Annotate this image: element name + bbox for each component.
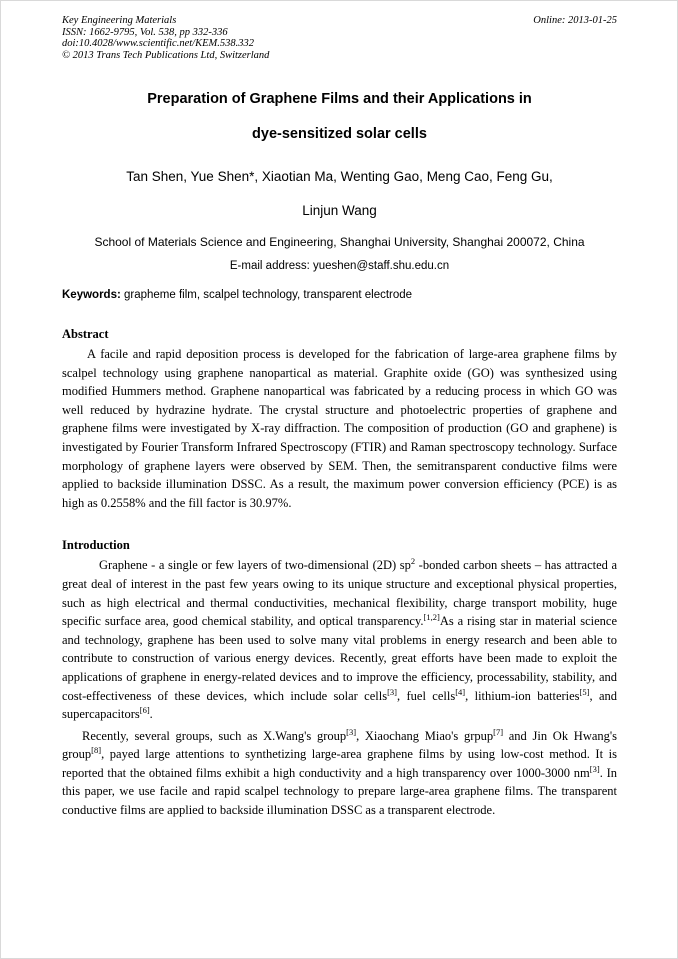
- doi-line: doi:10.4028/www.scientific.net/KEM.538.332: [62, 38, 254, 49]
- journal-header-left: [62, 15, 269, 61]
- authors-line1: Tan Shen, Yue Shen*, Xiaotian Ma, Wenting Gao, Meng Cao, Feng Gu,: [126, 169, 553, 184]
- authors-line2: Linjun Wang: [302, 203, 377, 218]
- keywords-line: [62, 289, 617, 301]
- intro-paragraph-2: Recently, several groups, such as X.Wang's group[3], Xiaochang Miao's grpup[7] and Jin Ok Hwang's group[8], payed large attentions to synthetizing large-area graphene films by using low-cost method. It is reported that the obtained films exhibit a high conductivity and a high transparency over 1000-3000 nm[3]. In this paper, we use facile and rapid scalpel technology to prepare large-area graphene films. The transparent conductive films are applied to backside illumination DSSC as a transparent electrode.: [62, 726, 618, 818]
- keywords-label: Keywords:: [62, 289, 121, 301]
- email-address: E-mail address: yueshen@staff.shu.edu.cn: [229, 260, 450, 272]
- introduction-heading: Introduction: [62, 538, 130, 553]
- copyright-line: © 2013 Trans Tech Publications Ltd, Switzerland: [62, 49, 270, 61]
- issn-line: ISSN: 1662-9795, Vol. 538, pp 332-336: [62, 26, 228, 38]
- keywords-text: grapheme film, scalpel technology, transparent electrode: [120, 289, 413, 301]
- abstract-body: A facile and rapid deposition process is developed for the fabrication of large-area graphene films by scalpel technology using graphene nanopartical as material. Graphite oxide (GO) was synthesized using modified Hummers method. Graphene nanopartical was fabricated by a reducing process in which GO was well reduced by hydrazine hydrate. The crystal structure and photoelectric properties of graphene and graphene films were investigated by X-ray diffraction. The composition of production (GO and graphene) is investigated by Fourier Transform Infrared Spectroscopy (FTIR) and Raman spectroscopy technology. Surface morphology of graphene layers were observed by SEM. Then, the semitransparent conductive films were applied to backside illumination DSSC. As a result, the maximum power conversion efficiency (PCE) is as high as 0.2558% and the fill factor is 30.97%.: [62, 347, 617, 510]
- affiliation: School of Materials Science and Engineering, Shanghai University, Shanghai 200072, China: [94, 235, 585, 249]
- paper-title-line2: dye-sensitized solar cells: [252, 126, 427, 142]
- abstract-heading: Abstract: [62, 327, 109, 341]
- intro-paragraph-1: Graphene - a single or few layers of two-dimensional (2D) $sp^2$ -bonded carbon sheets – has attracted a great deal of interest in the past few years owing to its unique structure and exceptional physical properties, such as high electrical and thermal conductivities, mechanical flexibility, charge transport mobility, huge specific surface area, good chemical stability, and optical transparency.[1,2]As a rising star in material science and technology, graphene has been used to solve many vital problems in energy research and been able to contribute to construction of various energy devices. Recently, great efforts have been made to exploit the applications of graphene in energy-related devices and to improve the efficiency, processability, stability, and cost-effectiveness of these devices, which include solar cells[3], fuel cells[4], lithium-ion batteries[5], and supercapacitors[6].: [62, 556, 618, 722]
- journal-name: Key Engineering Materials: [62, 15, 177, 26]
- paper-title-line1: Preparation of Graphene Films and their Applications in: [147, 91, 532, 107]
- paper-title: [62, 91, 617, 143]
- online-date: Online: 2013-01-25: [533, 15, 617, 26]
- journal-header: [62, 15, 617, 61]
- authors-block: [62, 169, 617, 219]
